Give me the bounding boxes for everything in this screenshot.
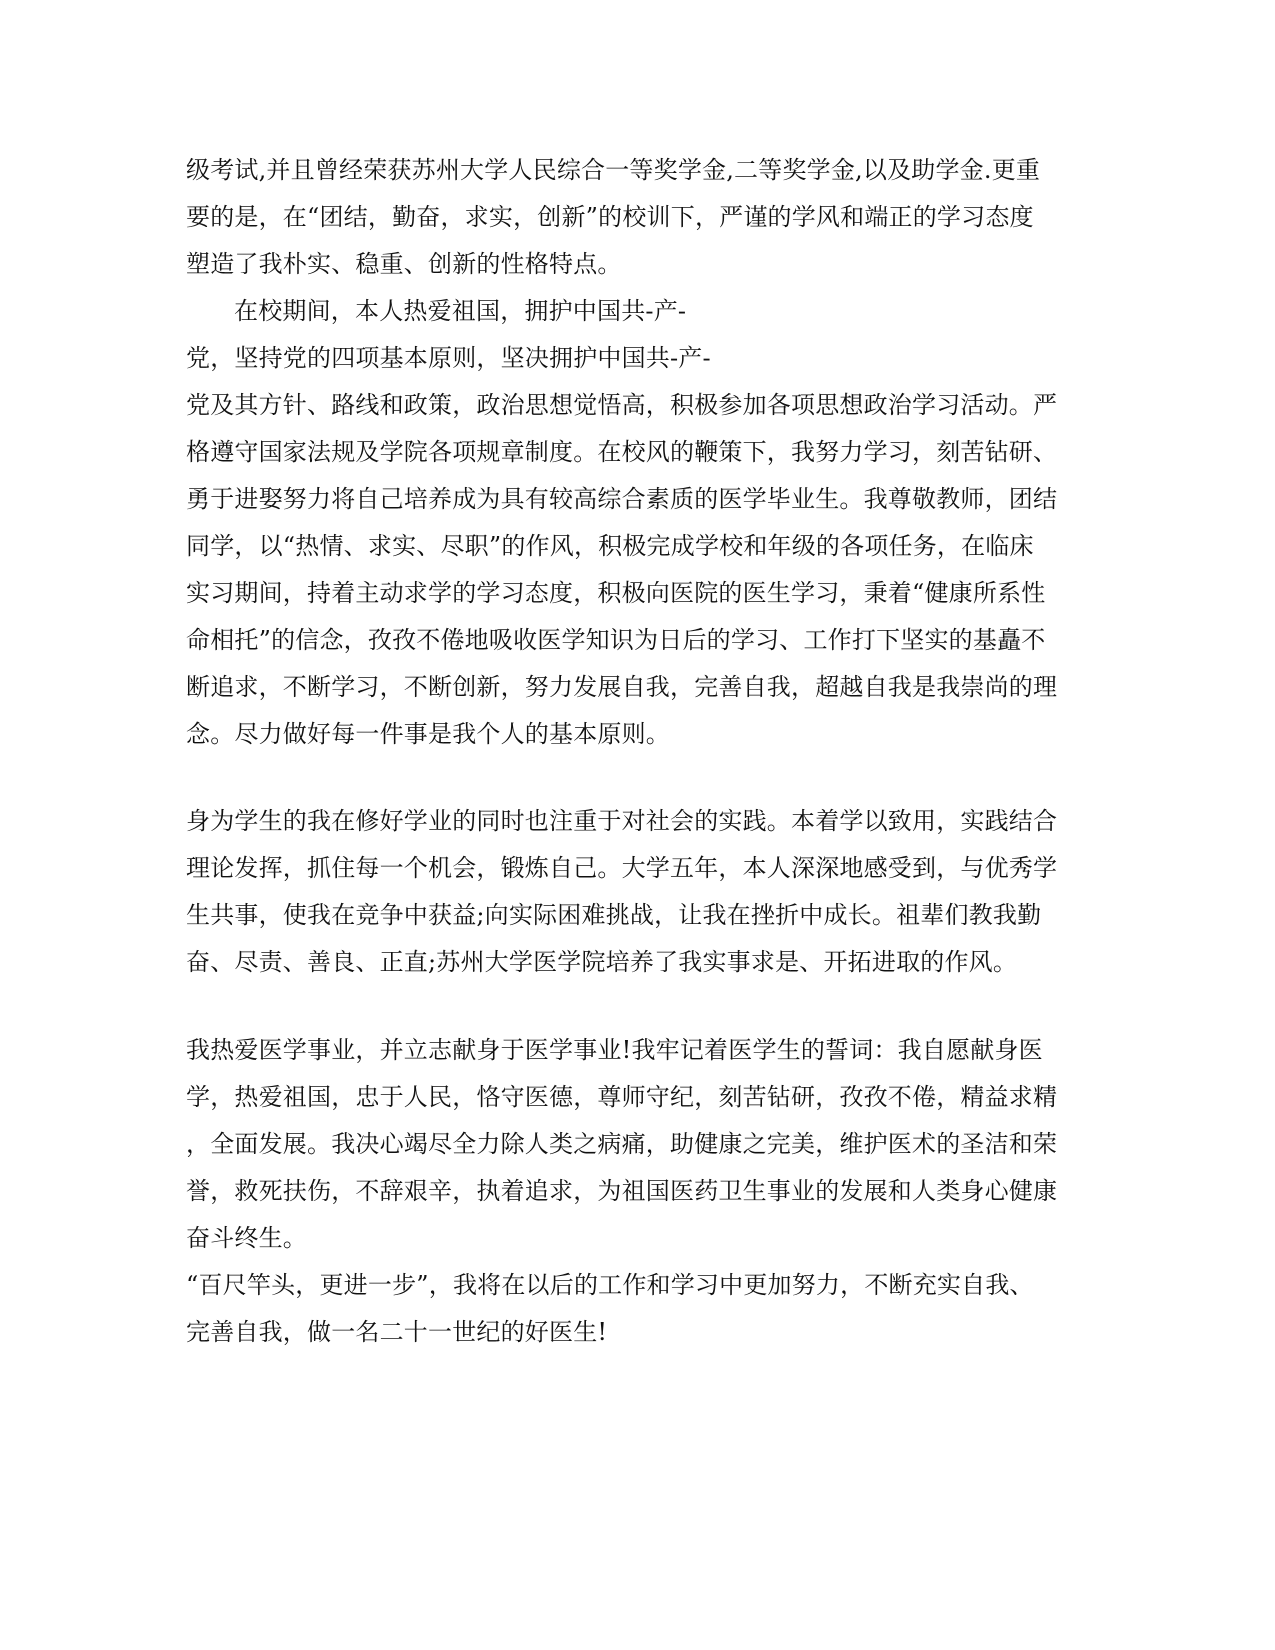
text-line: 格遵守国家法规及学院各项规章制度。在校风的鞭策下，我努力学习，刻苦钻研、 [186, 438, 1058, 466]
text-line: 生共事，使我在竞争中获益;向实际困难挑战，让我在挫折中成长。祖辈们教我勤 [186, 901, 1042, 929]
text-line: 誉，救死扶伤，不辞艰辛，执着追求，为祖国医药卫生事业的发展和人类身心健康 [186, 1177, 1058, 1205]
text-line: ，全面发展。我决心竭尽全力除人类之病痛，助健康之完美，维护医术的圣洁和荣 [186, 1130, 1058, 1158]
text-line: 同学，以“热情、求实、尽职”的作风，积极完成学校和年级的各项任务，在临床 [186, 532, 1034, 560]
text-line: 奋斗终生。 [186, 1224, 307, 1252]
text-line: 我热爱医学事业，并立志献身于医学事业!我牢记着医学生的誓词：我自愿献身医 [186, 1036, 1043, 1064]
text-line: 勇于进娶努力将自己培养成为具有较高综合素质的医学毕业生。我尊敬教师，团结 [186, 485, 1058, 513]
text-line: 完善自我，做一名二十一世纪的好医生! [186, 1318, 608, 1346]
text-line: 奋、尽责、善良、正直;苏州大学医学院培养了我实事求是、开拓进取的作风。 [186, 948, 1018, 976]
text-line: 念。尽力做好每一件事是我个人的基本原则。 [186, 720, 670, 748]
text-line: 断追求，不断学习，不断创新，努力发展自我，完善自我，超越自我是我崇尚的理 [186, 673, 1058, 701]
text-line: 级考试,并且曾经荣获苏州大学人民综合一等奖学金,二等奖学金,以及助学金.更重 [186, 156, 1041, 184]
text-line: 党及其方针、路线和政策，政治思想觉悟高，积极参加各项思想政治学习活动。严 [186, 391, 1058, 419]
text-line: 命相托”的信念，孜孜不倦地吸收医学知识为日后的学习、工作打下坚实的基矗不 [186, 626, 1046, 654]
text-line: 塑造了我朴实、稳重、创新的性格特点。 [186, 250, 622, 278]
text-line: 党，坚持党的四项基本原则，坚决拥护中国共-产- [186, 344, 711, 372]
text-line: 身为学生的我在修好学业的同时也注重于对社会的实践。本着学以致用，实践结合 [186, 807, 1058, 835]
text-line: “百尺竿头，更进一步”，我将在以后的工作和学习中更加努力，不断充实自我、 [186, 1271, 1034, 1299]
text-line: 要的是，在“团结，勤奋，求实，创新”的校训下，严谨的学风和端正的学习态度 [186, 203, 1034, 231]
text-line: 实习期间，持着主动求学的学习态度，积极向医院的医生学习，秉着“健康所系性 [186, 579, 1046, 607]
text-line: 理论发挥，抓住每一个机会，锻炼自己。大学五年，本人深深地感受到，与优秀学 [186, 854, 1058, 882]
text-line: 在校期间，本人热爱祖国，拥护中国共-产- [234, 297, 687, 325]
text-line: 学，热爱祖国，忠于人民，恪守医德，尊师守纪，刻苦钻研，孜孜不倦，精益求精 [186, 1083, 1058, 1111]
